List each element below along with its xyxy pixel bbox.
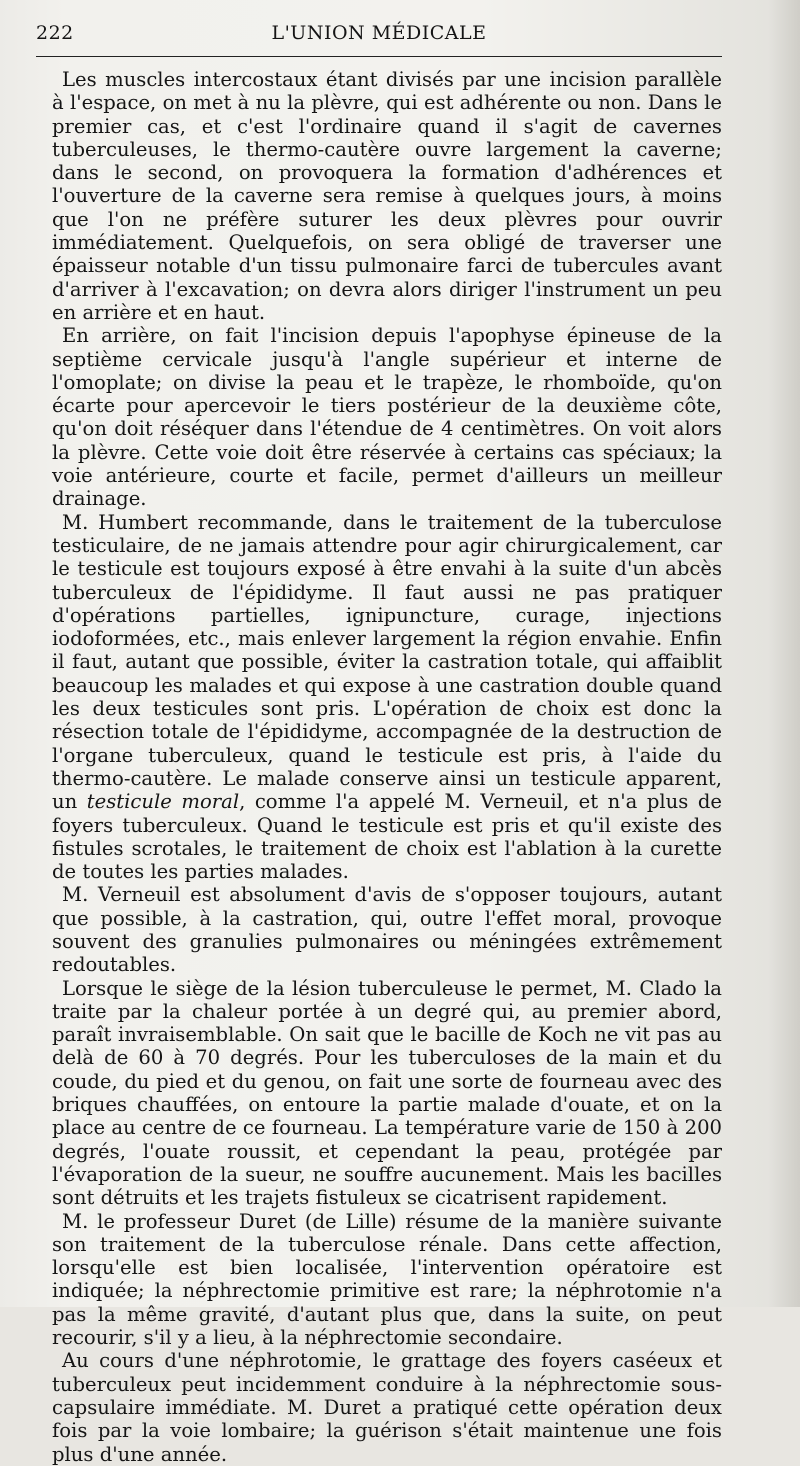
paragraph-text-after: , comme l'a appelé M. Verneuil, et n'a plus de foyers tuberculeux. Quand le testicule est pris et qu'il existe des fistules scrotales, le traitement de choix est l'ablation à la curette de toutes les parties malades.: [52, 790, 722, 884]
header-rule: [36, 56, 722, 57]
paragraph-duret-renal: M. le professeur Duret (de Lille) résume de la manière suivante son traitement de la tuberculose rénale. Dans cette affection, lorsqu'elle est bien localisée, l'intervention opératoire est indiquée; la néphrectomie primitive est rare; la néphrotomie n'a pas la même gravité, d'autant plus que, dans la suite, on peut recourir, s'il y a lieu, à la néphrectomie secondaire.: [52, 1209, 722, 1350]
paragraph-text-before: M. Humbert recommande, dans le traitement de la tuberculose testiculaire, de ne jamais attendre pour agir chirurgicalement, car le testicule est toujours exposé à être envahi à la suite d'un abcès tuberculeux de l'épididyme. Il faut aussi ne pas pratiquer d'opérations partielles, ignipuncture, curage, injections iodoformées, etc., mais enlever largement la région envahie. Enfin il faut, autant que possible, éviter la castration totale, qui affaiblit beaucoup les malades et qui expose à une castration double quand les deux testicules sont pris. L'opération de choix est donc la résection totale de l'épididyme, accompagnée de la destruction de l'organe tuberculeux, quand le testicule est pris, à l'aide du thermo-cautère. Le malade conserve ainsi un testicule apparent, un: [52, 510, 722, 814]
paragraph-posterior-approach: En arrière, on fait l'incision depuis l'apophyse épineuse de la septième cervicale jusqu'à l'angle supérieur et interne de l'omoplate; on divise la peau et le trapèze, le rhomboïde, qu'on écarte pour apercevoir le tiers postérieur de la deuxième côte, qu'on doit réséquer dans l'étendue de 4 centimètres. On voit alors la plèvre. Cette voie doit être réservée à certains cas spéciaux; la voie antérieure, courte et facile, permet d'ailleurs un meilleur drainage.: [52, 324, 722, 511]
page-header: [36, 22, 722, 50]
article-body: [52, 68, 722, 1466]
paragraph-nephrotomy: Au cours d'une néphrotomie, le grattage des foyers caséeux et tuberculeux peut incidemment conduire à la néphrectomie sous-capsulaire immédiate. M. Duret a pratiqué cette opération deux fois par la voie lombaire; la guérison s'était maintenue une fois plus d'une année.: [52, 1349, 722, 1466]
paragraph-clado-heat: Lorsque le siège de la lésion tuberculeuse le permet, M. Clado la traite par la chaleur portée à un degré qui, au premier abord, paraît invraisemblable. On sait que le bacille de Koch ne vit pas au delà de 60 à 70 degrés. Pour les tuberculoses de la main et du coude, du pied et du genou, on fait une sorte de fourneau avec des briques chauffées, on entoure la partie malade d'ouate, et on la place au centre de ce fourneau. La température varie de 150 à 200 degrés, l'ouate roussit, et cependant la peau, protégée par l'évaporation de la sueur, ne souffre aucunement. Mais les bacilles sont détruits et les trajets fistuleux se cicatrisent rapidement.: [52, 976, 722, 1210]
journal-title: L'UNION MÉDICALE: [271, 22, 487, 44]
paragraph-humbert-testicular: [52, 511, 722, 884]
page-number: 222: [36, 22, 74, 44]
paragraph-verneuil: M. Verneuil est absolument d'avis de s'opposer toujours, autant que possible, à la castration, qui, outre l'effet moral, provoque souvent des granulies pulmonaires ou méningées extrêmement redoutables.: [52, 883, 722, 977]
italic-term: testicule moral: [86, 790, 240, 814]
paragraph-intercostal-incision: Les muscles intercostaux étant divisés par une incision parallèle à l'espace, on met à nu la plèvre, qui est adhérente ou non. Dans le premier cas, et c'est l'ordinaire quand il s'agit de cavernes tuberculeuses, le thermo-cautère ouvre largement la caverne; dans le second, on provoquera la formation d'adhérences et l'ouverture de la caverne sera remise à quelques jours, à moins que l'on ne préfère suturer les deux plèvres pour ouvrir immédiatement. Quelquefois, on sera obligé de traverser une épaisseur notable d'un tissu pulmonaire farci de tubercules avant d'arriver à l'excavation; on devra alors diriger l'instrument un peu en arrière et en haut.: [52, 68, 722, 324]
